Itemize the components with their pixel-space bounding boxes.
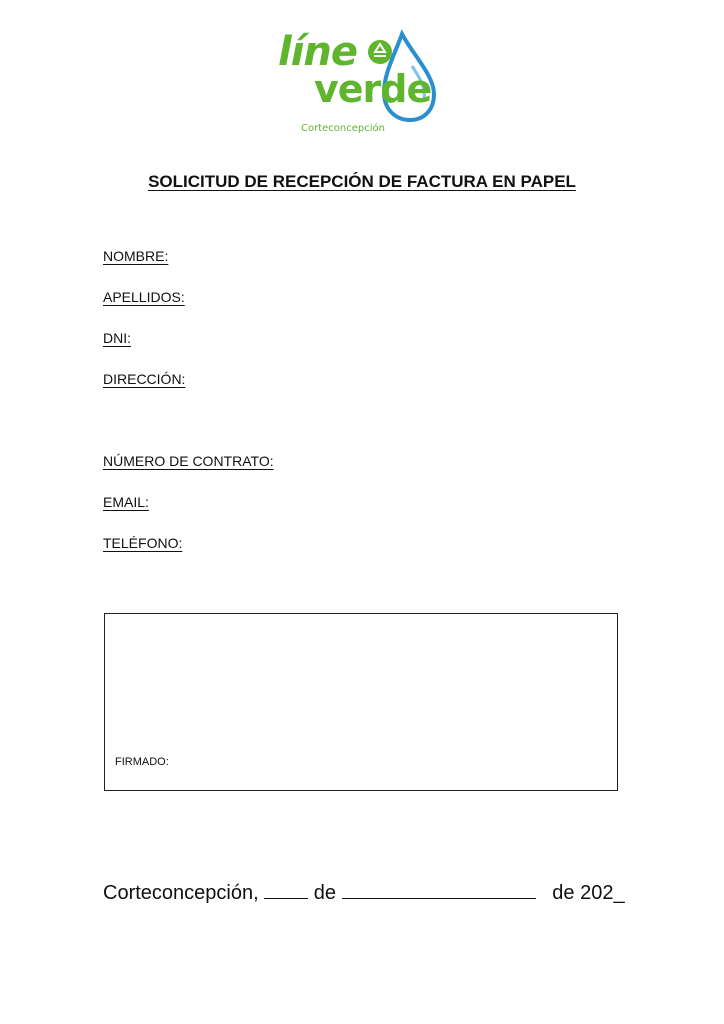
logo-word-line: líne (278, 29, 358, 75)
field-email: EMAIL: (103, 494, 149, 510)
date-de: de (313, 882, 337, 904)
date-line (103, 880, 625, 905)
signature-label: FIRMADO: (115, 756, 169, 768)
logo-word-verde: verde (314, 67, 432, 111)
field-direccion: DIRECCIÓN: (103, 371, 186, 387)
recycle-icon (366, 38, 394, 66)
logo (274, 26, 440, 142)
date-place: Corteconcepción, (103, 882, 259, 904)
field-nombre: NOMBRE: (103, 248, 169, 264)
signature-box[interactable] (104, 613, 618, 791)
field-telefono: TELÉFONO: (103, 535, 183, 551)
field-dni: DNI: (103, 330, 131, 346)
month-blank[interactable] (342, 880, 536, 899)
logo-subtitle: Corteconcepción (301, 123, 385, 134)
field-apellidos: APELLIDOS: (103, 289, 185, 305)
field-numero-contrato: NÚMERO DE CONTRATO: (103, 453, 274, 469)
document-title: SOLICITUD DE RECEPCIÓN DE FACTURA EN PAPEL (148, 172, 576, 191)
day-blank[interactable] (264, 880, 308, 899)
date-year: de 202_ (552, 882, 625, 904)
